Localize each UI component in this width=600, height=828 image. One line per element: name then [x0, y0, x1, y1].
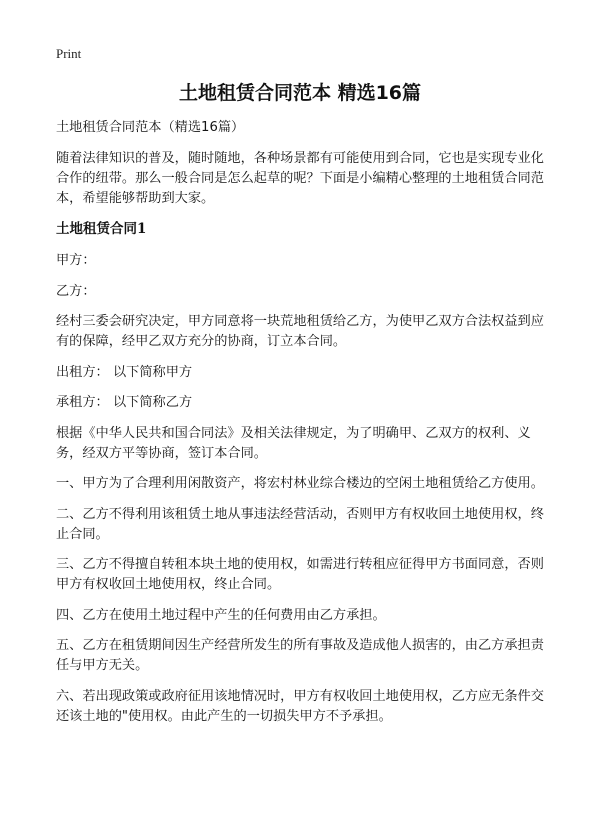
clause-4: 四、乙方在使用土地过程中产生的任何费用由乙方承担。	[56, 607, 386, 623]
document-subtitle: 土地租赁合同范本（精选16篇）	[56, 120, 245, 135]
section-heading: 土地租赁合同1	[56, 221, 147, 237]
clause-2: 二、乙方不得利用该租赁土地从事违法经营活动，否则甲方有权收回土地使用权，终止合同。	[56, 506, 544, 542]
party-b-line: 乙方：	[56, 283, 96, 299]
clause-3: 三、乙方不得擅自转租本块土地的使用权，如需进行转租应征得甲方书面同意，否则甲方有权收回土地使用权，终止合同。	[56, 557, 544, 592]
party-a-line: 甲方：	[56, 253, 96, 268]
print-label: Print	[56, 46, 82, 61]
document-title: 土地租赁合同范本 精选16篇	[178, 82, 422, 104]
clause-5: 五、乙方在租赁期间因生产经营所发生的所有事故及造成他人损害的，由乙方承担责任与甲方无关。	[56, 638, 544, 673]
lessee-line: 承租方： 以下简称乙方	[56, 395, 193, 410]
clause-6: 六、若出现政策或政府征用该地情况时，甲方有权收回土地使用权，乙方应无条件交还该土地的"使用权。由此产生的一切损失甲方不予承担。	[56, 688, 544, 724]
contract-paragraph: 经村三委会研究决定，甲方同意将一块荒地租赁给乙方，为使甲乙双方合法权益到应有的保障，经甲乙双方充分的协商，订立本合同。	[56, 314, 544, 349]
lessor-line: 出租方： 以下简称甲方	[56, 364, 193, 380]
clause-1: 一、甲方为了合理利用闲散资产，将宏村林业综合楼边的空闲土地租赁给乙方使用。	[56, 476, 544, 491]
contract-paragraph: 根据《中华人民共和国合同法》及相关法律规定，为了明确甲、乙双方的权利、义务，经双方平等协商，签订本合同。	[56, 425, 531, 461]
intro-paragraph: 随着法律知识的普及，随时随地，各种场景都有可能使用到合同，它也是实现专业化合作的纽带。那么一般合同是怎么起草的呢？下面是小编精心整理的土地租赁合同范本，希望能够帮助到大家。	[56, 150, 544, 206]
